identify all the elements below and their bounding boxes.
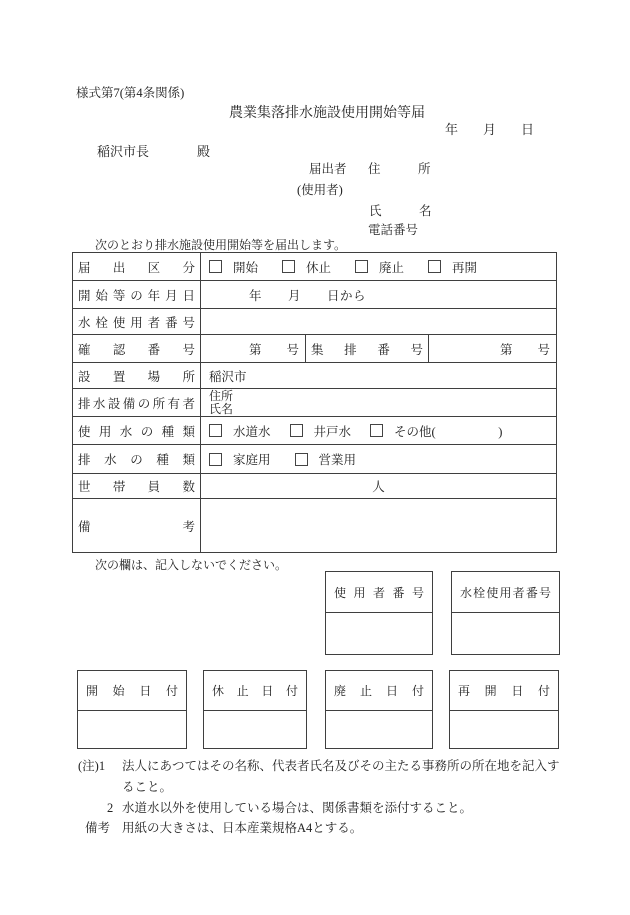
footnote-remark-prefix: 備考 (85, 821, 111, 835)
start-date-box-field (78, 711, 186, 748)
table-row (73, 253, 557, 281)
water-type-value-cell (201, 417, 557, 445)
date-year-label: 年 (445, 122, 459, 137)
office-use-instruction: 次の欄は、記入しないでください。 (95, 558, 288, 572)
addressee-line (97, 141, 210, 160)
suspend-date-box-label: 休止日付 (212, 684, 298, 698)
footnote-2 (107, 798, 472, 819)
checkbox-label: その他( ) (394, 424, 503, 439)
declarant-address-label: 住 所 (368, 162, 431, 176)
footnote-1-prefix: (注)1 (78, 759, 106, 773)
checkbox-option-suspend (282, 258, 331, 276)
checkbox-option-other-water (370, 422, 502, 440)
checkbox-icon[interactable] (295, 453, 308, 466)
drainage-type-value-cell (201, 445, 557, 474)
resume-date-box-header (450, 671, 558, 711)
footnote-remark (85, 818, 362, 839)
report-category-value-cell (201, 253, 557, 281)
declarant-name-label: 氏 名 (369, 204, 432, 218)
faucet-user-number-box (451, 571, 560, 655)
row-label-drainage-owner: 排水設備の所有者 (73, 389, 201, 417)
remarks-value-cell (201, 499, 557, 553)
owner-address-line: 住所 (209, 388, 234, 403)
row-label-installation-site: 設置場所 (73, 363, 201, 389)
footnote-1 (78, 756, 564, 798)
date-day-label: 日 (521, 122, 535, 137)
suspend-date-box-field (204, 711, 306, 748)
checkbox-label: 休止 (306, 260, 332, 275)
drainage-owner-value-cell (201, 389, 557, 417)
start-date-box-label: 開始日付 (86, 684, 178, 698)
resume-date-box-label: 再開日付 (458, 684, 550, 698)
abolish-date-box (325, 670, 433, 749)
abolish-date-box-label: 廃止日付 (334, 684, 424, 698)
page-title: 農業集落排水施設使用開始等届 (229, 106, 425, 121)
checkbox-option-household (209, 450, 271, 468)
checkbox-icon[interactable] (282, 260, 295, 273)
checkbox-option-abolish (355, 258, 404, 276)
form-number: 様式第7(第4条関係) (76, 86, 185, 100)
date-month-label: 月 (483, 122, 497, 137)
checkbox-option-start (209, 258, 258, 276)
checkbox-icon[interactable] (209, 260, 222, 273)
faucet-user-number-value-cell (201, 309, 557, 335)
intro-sentence: 次のとおり排水施設使用開始等を届出します。 (95, 238, 347, 252)
row-label-drainage-type: 排水の種類 (73, 445, 201, 474)
declarant-label: 届出者 (309, 162, 347, 176)
abolish-date-box-field (326, 711, 432, 748)
row-label-cluster-drainage-number: 集排番号 (306, 335, 429, 363)
addressee-name: 稲沢市長 (97, 144, 150, 159)
table-row (73, 335, 557, 363)
checkbox-label: 開始 (233, 260, 259, 275)
table-row (73, 363, 557, 389)
footnote-2-text: 水道水以外を使用している場合は、関係書類を添付すること。 (122, 801, 473, 815)
row-label-start-date: 開始等の年月日 (73, 281, 201, 309)
checkbox-label: 水道水 (233, 424, 271, 439)
cluster-drainage-number-value-cell: 第 号 (429, 335, 557, 363)
table-row (73, 474, 557, 499)
faucet-user-number-box-label: 水栓使用者番号 (460, 585, 551, 600)
declarant-sublabel: (使用者) (297, 183, 343, 197)
application-table (72, 252, 557, 553)
owner-name-line: 氏名 (209, 401, 234, 416)
abolish-date-box-header (326, 671, 432, 711)
checkbox-label: 営業用 (318, 453, 357, 467)
household-members-value-cell: 人 (201, 474, 557, 499)
drainage-type-options (209, 450, 556, 468)
checkbox-icon[interactable] (428, 260, 441, 273)
checkbox-option-business (295, 450, 357, 468)
date-line (445, 119, 534, 138)
checkbox-icon[interactable] (209, 453, 222, 466)
checkbox-label: 家庭用 (233, 453, 271, 467)
checkbox-option-well-water (290, 422, 352, 440)
user-number-box-field (326, 613, 432, 654)
footnote-remark-text: 用紙の大きさは、日本産業規格A4とする。 (122, 821, 363, 835)
row-label-faucet-user-number: 水栓使用者番号 (73, 309, 201, 335)
start-date-box-header (78, 671, 186, 711)
table-row (73, 389, 557, 417)
faucet-user-number-box-header (452, 572, 559, 613)
row-label-confirmation-number: 確認番号 (73, 335, 201, 363)
confirmation-number-value-cell: 第 号 (201, 335, 306, 363)
user-number-box-header (326, 572, 432, 613)
checkbox-option-resume (428, 258, 477, 276)
checkbox-icon[interactable] (290, 424, 303, 437)
checkbox-icon[interactable] (209, 424, 222, 437)
row-label-report-category: 届出区分 (73, 253, 201, 281)
checkbox-icon[interactable] (370, 424, 383, 437)
checkbox-label: 井戸水 (313, 424, 352, 439)
installation-site-value-cell: 稲沢市 (201, 363, 557, 389)
footnote-1-text: 法人にあつてはその名称、代表者氏名及びその主たる事務所の所在地を記入すること。 (122, 759, 560, 794)
water-type-options (209, 422, 556, 440)
declarant-phone-label: 電話番号 (368, 223, 419, 237)
row-label-household-members: 世帯員数 (73, 474, 201, 499)
user-number-box (325, 571, 433, 655)
suspend-date-box (203, 670, 307, 749)
faucet-user-number-box-field (452, 613, 559, 654)
report-category-options (209, 258, 556, 276)
checkbox-icon[interactable] (355, 260, 368, 273)
resume-date-box-field (450, 711, 558, 748)
suspend-date-box-header (204, 671, 306, 711)
user-number-box-label: 使用者番号 (334, 585, 424, 600)
footnote-2-prefix: 2 (107, 801, 114, 815)
start-date-box (77, 670, 187, 749)
row-label-water-type: 使用水の種類 (73, 417, 201, 445)
checkbox-option-tap-water (209, 422, 271, 440)
addressee-honorific: 殿 (197, 144, 211, 159)
row-label-remarks: 備考 (73, 499, 201, 553)
table-row (73, 281, 557, 309)
table-row (73, 417, 557, 445)
start-date-value-cell: 年 月 日から (201, 281, 557, 309)
table-row (73, 445, 557, 474)
resume-date-box (449, 670, 559, 749)
table-row (73, 309, 557, 335)
checkbox-label: 廃止 (379, 260, 405, 275)
checkbox-label: 再開 (452, 260, 478, 275)
table-row (73, 499, 557, 553)
